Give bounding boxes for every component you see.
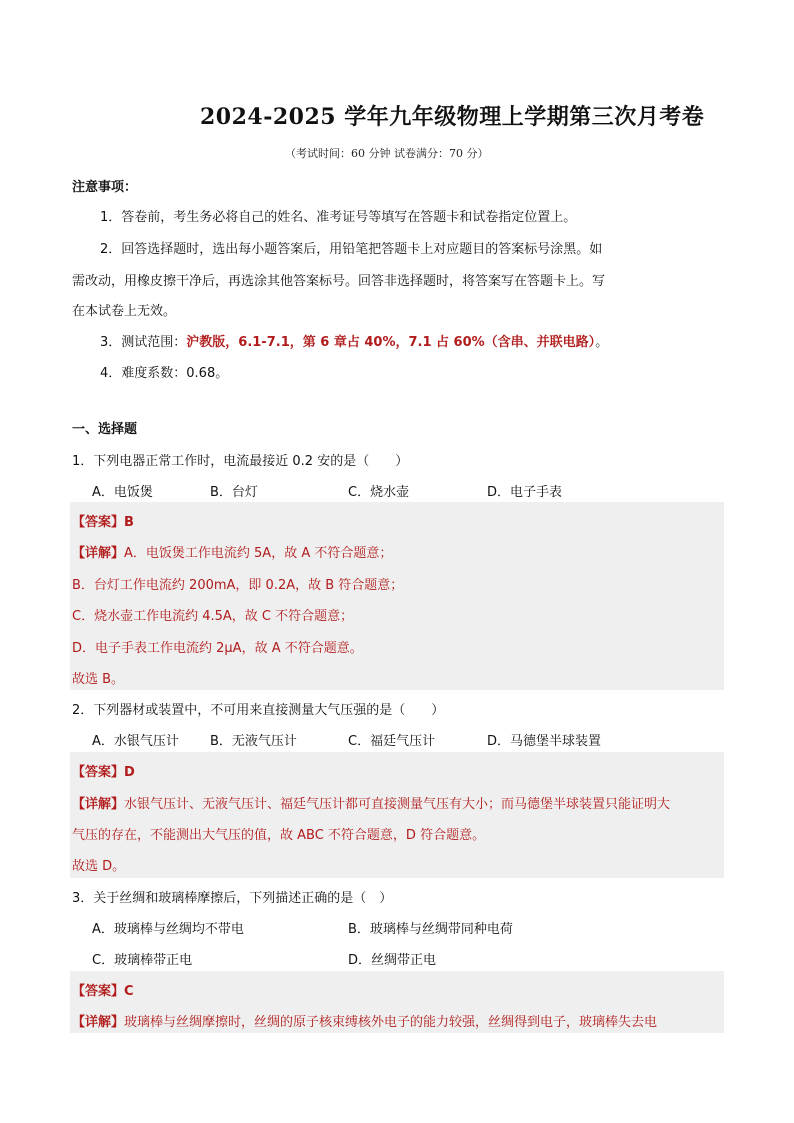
question-3-option-d: D．丝绸带正电 bbox=[348, 953, 437, 968]
question-1-option-d: D．电子手表 bbox=[487, 485, 563, 500]
question-2-detail-line-1: 【详解】水银气压计、无液气压计、福廷气压计都可直接测量气压有大小；而马德堡半球装置只能证明大 bbox=[72, 797, 671, 812]
question-2-answer-block bbox=[70, 752, 724, 878]
notes-heading: 注意事项： bbox=[72, 180, 138, 195]
note-item-1: 1．答卷前，考生务必将自己的姓名、准考证号等填写在答题卡和试卷指定位置上。 bbox=[100, 210, 577, 225]
exam-info: （考试时间：60 分钟 试卷满分：70 分） bbox=[285, 147, 489, 160]
question-1-option-b: B．台灯 bbox=[210, 485, 258, 500]
note-item-3 bbox=[100, 331, 608, 350]
question-3-stem: 3．关于丝绸和玻璃棒摩擦后，下列描述正确的是（ ） bbox=[72, 891, 393, 906]
question-1-detail-line-5: 故选 B。 bbox=[72, 672, 125, 687]
question-3-option-c: C．玻璃棒带正电 bbox=[92, 953, 193, 968]
question-2-detail-line-2: 气压的存在，不能测出大气压的值，故 ABC 不符合题意，D 符合题意。 bbox=[72, 828, 486, 843]
question-1-detail-line-3: C．烧水壶工作电流约 4.5A，故 C 不符合题意； bbox=[72, 609, 354, 624]
question-1-answer-block bbox=[70, 502, 724, 690]
question-1-detail-line-1: 【详解】A．电饭煲工作电流约 5A，故 A 不符合题意； bbox=[72, 546, 393, 561]
question-3-answer: 【答案】C bbox=[72, 984, 134, 999]
question-2-option-b: B．无液气压计 bbox=[210, 734, 297, 749]
note-item-2-line-3: 在本试卷上无效。 bbox=[72, 304, 177, 319]
section-title: 一、选择题 bbox=[72, 422, 138, 437]
question-2-option-d: D．马德堡半球装置 bbox=[487, 734, 602, 749]
question-2-option-a: A．水银气压计 bbox=[92, 734, 179, 749]
note-item-3-prefix: 3．测试范围： bbox=[100, 335, 187, 350]
note-item-4: 4．难度系数：0.68。 bbox=[100, 366, 229, 381]
note-item-2-line-2: 需改动，用橡皮擦干净后，再选涂其他答案标号。回答非选择题时，将答案写在答题卡上。写 bbox=[72, 274, 606, 289]
question-2-stem: 2．下列器材或装置中，不可用来直接测量大气压强的是（ ） bbox=[72, 703, 445, 718]
question-1-option-a: A．电饭煲 bbox=[92, 485, 153, 500]
question-3-detail-label: 【详解】 bbox=[72, 1015, 125, 1030]
note-item-3-suffix: 。 bbox=[595, 335, 609, 350]
test-scope: 沪教版，6.1-7.1，第 6 章占 40%，7.1 占 60%（含串、并联电路） bbox=[186, 335, 596, 350]
question-2-detail-label: 【详解】 bbox=[72, 797, 125, 812]
note-item-2-line-1: 2．回答选择题时，选出每小题答案后，用铅笔把答题卡上对应题目的答案标号涂黑。如 bbox=[100, 242, 603, 257]
page-title: 2024-2025 学年九年级物理上学期第三次月考卷 bbox=[200, 104, 705, 130]
question-3-option-a: A．玻璃棒与丝绸均不带电 bbox=[92, 922, 244, 937]
question-1-option-c: C．烧水壶 bbox=[348, 485, 410, 500]
question-2-option-c: C．福廷气压计 bbox=[348, 734, 436, 749]
question-1-detail-label: 【详解】 bbox=[72, 546, 125, 561]
question-2-answer: 【答案】D bbox=[72, 765, 135, 780]
question-1-detail-line-2: B．台灯工作电流约 200mA，即 0.2A，故 B 符合题意； bbox=[72, 578, 404, 593]
question-1-answer: 【答案】B bbox=[72, 515, 134, 530]
question-1-detail-line-4: D．电子手表工作电流约 2μA，故 A 不符合题意。 bbox=[72, 641, 363, 656]
question-2-detail-line-3: 故选 D。 bbox=[72, 859, 126, 874]
question-3-detail-line-1: 【详解】玻璃棒与丝绸摩擦时，丝绸的原子核束缚核外电子的能力较强，丝绸得到电子，玻璃棒失去电 bbox=[72, 1015, 658, 1030]
question-1-stem: 1．下列电器正常工作时，电流最接近 0.2 安的是（ ） bbox=[72, 454, 409, 469]
question-3-option-b: B．玻璃棒与丝绸带同种电荷 bbox=[348, 922, 513, 937]
